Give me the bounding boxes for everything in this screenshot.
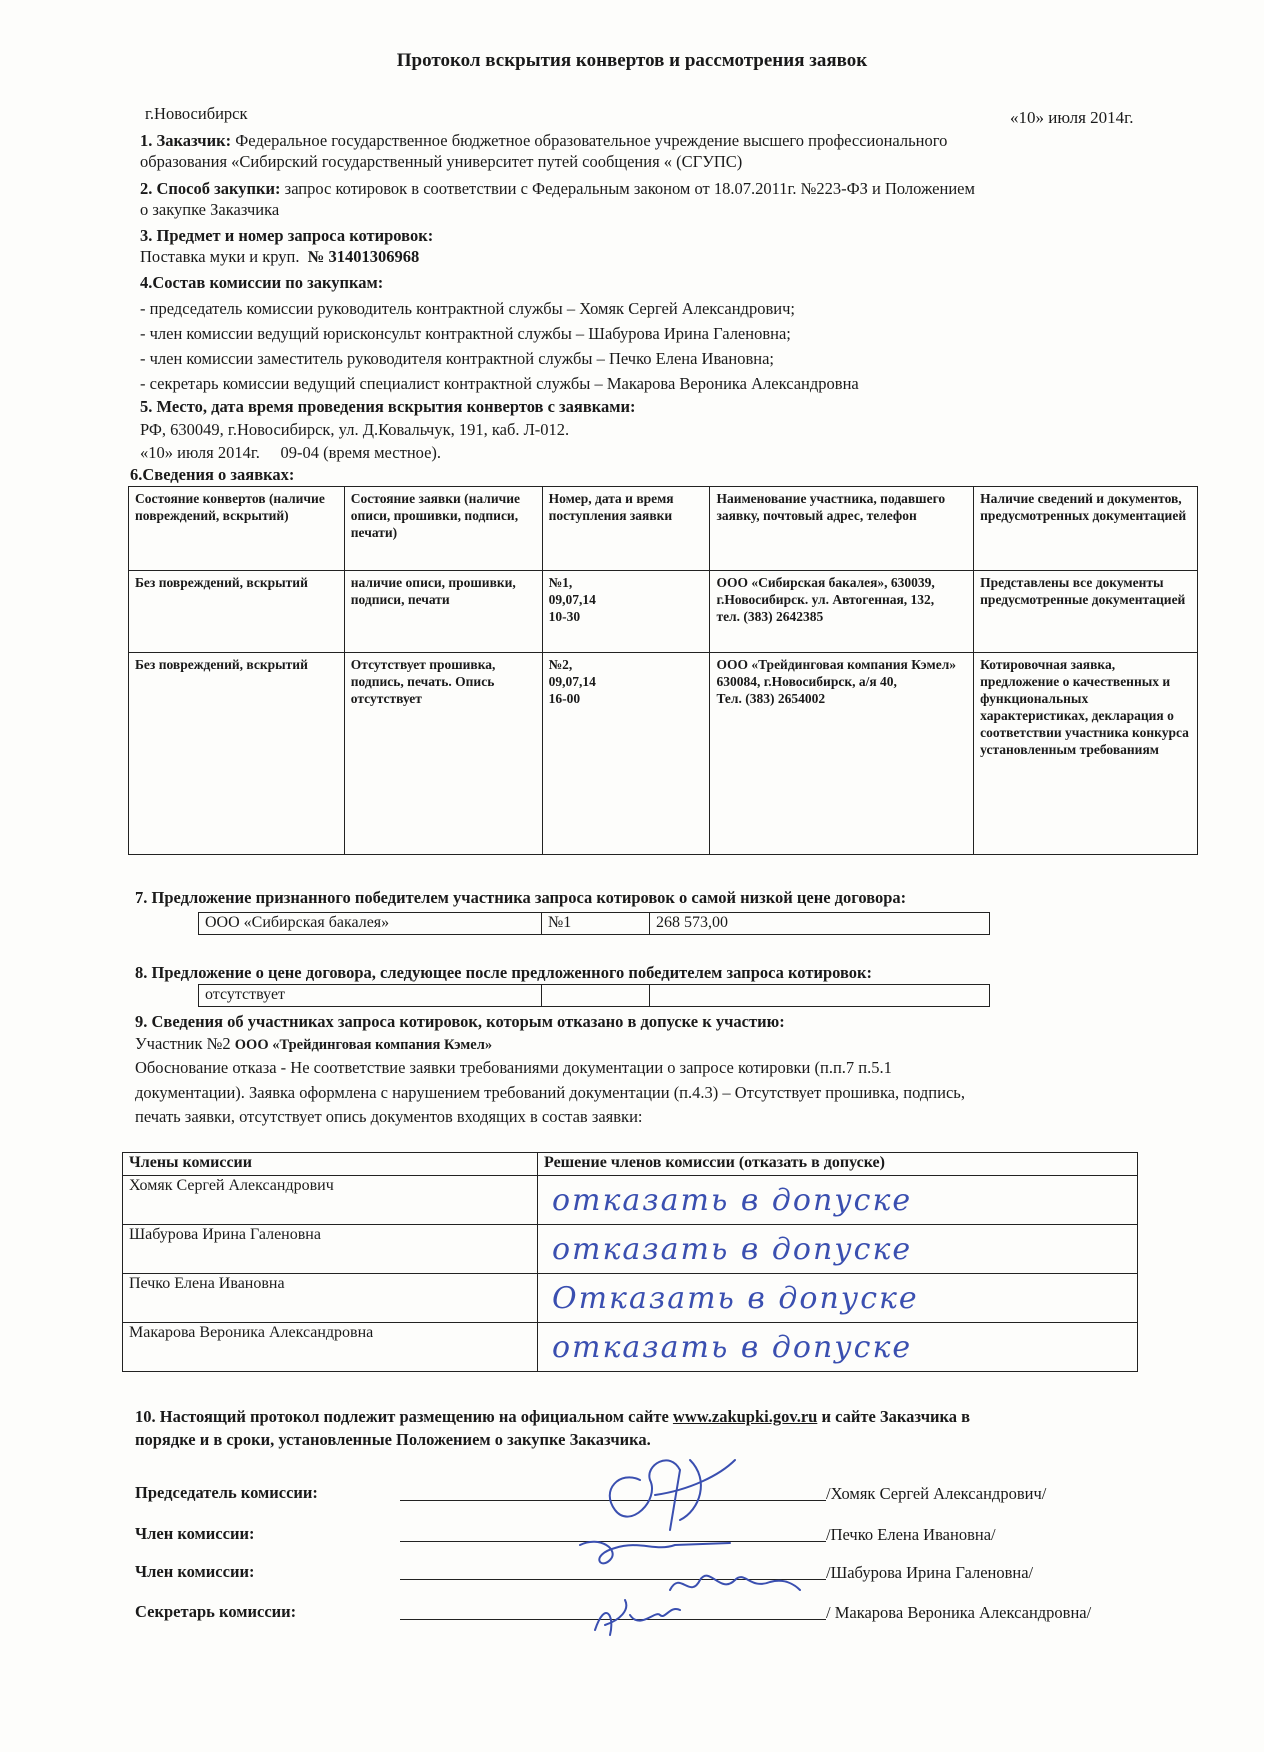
- table-row: [123, 1274, 1138, 1323]
- customer-text-1: Федеральное государственное бюджетное образовательное учреждение высшего профессионального: [235, 131, 948, 150]
- bid-cell: ООО «Трейдинговая компания Кэмел» 630084, г.Новосибирск, а/я 40, Тел. (383) 2654002: [710, 653, 974, 855]
- rejection-reason-1: Обоснование отказа - Не соответствие заявки требованиями документации о запросе котировки (п.п.7 п.5.1: [135, 1058, 892, 1077]
- document-date: «10» июля 2014г.: [1010, 108, 1134, 127]
- next-offer-cell: [542, 985, 650, 1007]
- bid-cell: Отсутствует прошивка, подпись, печать. Опись отсутствует: [344, 653, 542, 855]
- publication-line-1: [135, 1406, 970, 1427]
- bids-header-cell: Наличие сведений и документов, предусмотренных документацией: [974, 487, 1198, 571]
- member-decision: [538, 1225, 1138, 1274]
- commission-member: - член комиссии ведущий юрисконсульт контрактной службы – Шабурова Ирина Галеновна;: [140, 324, 791, 343]
- opening-label: 5. Место, дата время проведения вскрытия конвертов с заявками:: [140, 397, 636, 416]
- decision-header-row: [123, 1153, 1138, 1176]
- winner-number: №1: [542, 913, 650, 935]
- opening-datetime: «10» июля 2014г. 09-04 (время местное).: [140, 443, 442, 462]
- method-text-2: о закупке Заказчика: [140, 200, 280, 219]
- handwritten-decision: отказать в допуске: [552, 1182, 913, 1218]
- bids-header-cell: Номер, дата и время поступления заявки: [542, 487, 710, 571]
- publication-text-b: и сайте Заказчика в: [817, 1407, 971, 1426]
- commission-member: - секретарь комиссии ведущий специалист контрактной службы – Макарова Вероника Александровна: [140, 374, 859, 393]
- table-row: [123, 1176, 1138, 1225]
- method-text-1: запрос котировок в соответствии с Федеральным законом от 18.07.2011г. №223-ФЗ и Положением: [284, 179, 975, 198]
- bid-cell: №1, 09,07,14 10-30: [542, 571, 710, 653]
- signature-role: Член комиссии:: [135, 1524, 255, 1543]
- member-decision: [538, 1323, 1138, 1372]
- table-row: [199, 913, 990, 935]
- customer-label: 1. Заказчик:: [140, 131, 232, 150]
- member-decision: [538, 1176, 1138, 1225]
- document-title: Протокол вскрытия конвертов и рассмотрения заявок: [396, 50, 868, 71]
- decision-header-decision: Решение членов комиссии (отказать в допуске): [538, 1153, 1138, 1176]
- member-name: Печко Елена Ивановна: [123, 1274, 538, 1323]
- bid-cell: наличие описи, прошивки, подписи, печати: [344, 571, 542, 653]
- decision-header-members: Члены комиссии: [123, 1153, 538, 1176]
- signature-name: /Хомяк Сергей Александрович/: [826, 1484, 1047, 1503]
- bid-cell: Без повреждений, вскрытий: [129, 653, 345, 855]
- member-decision: [538, 1274, 1138, 1323]
- site-link[interactable]: www.zakupki.gov.ru: [672, 1407, 818, 1426]
- winner-name: ООО «Сибирская бакалея»: [199, 913, 542, 935]
- commission-label: 4.Состав комиссии по закупкам:: [140, 273, 384, 292]
- handwritten-decision: отказать в допуске: [552, 1329, 913, 1365]
- customer-text-2: образования «Сибирский государственный университет путей сообщения « (СГУПС): [140, 152, 743, 171]
- winner-label: 7. Предложение признанного победителем участника запроса котировок о самой низкой цене договора:: [135, 888, 907, 907]
- commission-member: - член комиссии заместитель руководителя контрактной службы – Печко Елена Ивановна;: [140, 349, 774, 368]
- winner-table: [198, 912, 990, 935]
- table-row: [129, 571, 1198, 653]
- handwritten-decision: отказать в допуске: [552, 1231, 913, 1267]
- signature-name: /Печко Елена Ивановна/: [826, 1525, 996, 1544]
- method-label: 2. Способ закупки:: [140, 179, 281, 198]
- handwritten-decision: Отказать в допуске: [552, 1280, 919, 1316]
- opening-address: РФ, 630049, г.Новосибирск, ул. Д.Ковальчук, 191, каб. Л-012.: [140, 420, 570, 439]
- handwritten-signatures: [560, 1440, 820, 1650]
- next-offer-table: [198, 984, 990, 1007]
- rejected-label: 9. Сведения об участниках запроса котировок, которым отказано в допуске к участию:: [135, 1012, 785, 1031]
- table-row: [123, 1225, 1138, 1274]
- signature-name: / Макарова Вероника Александровна/: [826, 1603, 1092, 1622]
- bid-cell: Без повреждений, вскрытий: [129, 571, 345, 653]
- bids-label: 6.Сведения о заявках:: [130, 465, 295, 484]
- next-offer-label: 8. Предложение о цене договора, следующее после предложенного победителем запроса котировок:: [135, 963, 873, 982]
- table-row: [199, 985, 990, 1007]
- subject-text: Поставка муки и круп.: [140, 247, 300, 266]
- bid-cell: Представлены все документы предусмотренные документацией: [974, 571, 1198, 653]
- bid-cell: ООО «Сибирская бакалея», 630039, г.Новосибирск. ул. Автогенная, 132, тел. (383) 2642385: [710, 571, 974, 653]
- winner-price: 268 573,00: [650, 913, 990, 935]
- signature-role: Председатель комиссии:: [135, 1483, 318, 1502]
- bids-table: [128, 486, 1198, 855]
- next-offer-cell: отсутствует: [199, 985, 542, 1007]
- table-row: [129, 653, 1198, 855]
- bid-cell: Котировочная заявка, предложение о качественных и функциональных характеристиках, декларация о соответствии участника конкурса установленным требованиям: [974, 653, 1198, 855]
- member-name: Макарова Вероника Александровна: [123, 1323, 538, 1372]
- signature-role: Секретарь комиссии:: [135, 1602, 297, 1621]
- bids-header-cell: Состояние заявки (наличие описи, прошивки, подписи, печати): [344, 487, 542, 571]
- bids-table-header-row: [129, 487, 1198, 571]
- rejection-reason-2: документации). Заявка оформлена с нарушением требований документации (п.4.3) – Отсутствует прошивка, подпись,: [135, 1083, 965, 1102]
- section-customer: [140, 130, 1200, 151]
- rejection-reason-3: печать заявки, отсутствует опись документов входящих в состав заявки:: [135, 1107, 643, 1126]
- publication-text-a: 10. Настоящий протокол подлежит размещению на официальном сайте: [135, 1407, 673, 1426]
- member-name: Хомяк Сергей Александрович: [123, 1176, 538, 1225]
- rejected-participant: [135, 1033, 492, 1056]
- next-offer-cell: [650, 985, 990, 1007]
- table-row: [123, 1323, 1138, 1372]
- rejected-participant-name: ООО «Трейдинговая компания Кэмел»: [234, 1037, 493, 1053]
- subject-number: № 31401306968: [307, 247, 420, 266]
- bids-header-cell: Наименование участника, подавшего заявку, почтовый адрес, телефон: [710, 487, 974, 571]
- publication-line-2: порядке и в сроки, установленные Положением о закупке Заказчика.: [135, 1430, 651, 1449]
- member-name: Шабурова Ирина Галеновна: [123, 1225, 538, 1274]
- signature-name: /Шабурова Ирина Галеновна/: [826, 1563, 1034, 1582]
- subject-line: [140, 246, 419, 267]
- decision-table: [122, 1152, 1138, 1372]
- section-method: [140, 178, 1210, 199]
- bids-header-cell: Состояние конвертов (наличие повреждений, вскрытий): [129, 487, 345, 571]
- commission-member: - председатель комиссии руководитель контрактной службы – Хомяк Сергей Александрович;: [140, 299, 795, 318]
- rejected-participant-prefix: Участник №2: [135, 1034, 231, 1053]
- bid-cell: №2, 09,07,14 16-00: [542, 653, 710, 855]
- signature-role: Член комиссии:: [135, 1562, 255, 1581]
- subject-label: 3. Предмет и номер запроса котировок:: [140, 226, 434, 245]
- city: г.Новосибирск: [145, 104, 248, 123]
